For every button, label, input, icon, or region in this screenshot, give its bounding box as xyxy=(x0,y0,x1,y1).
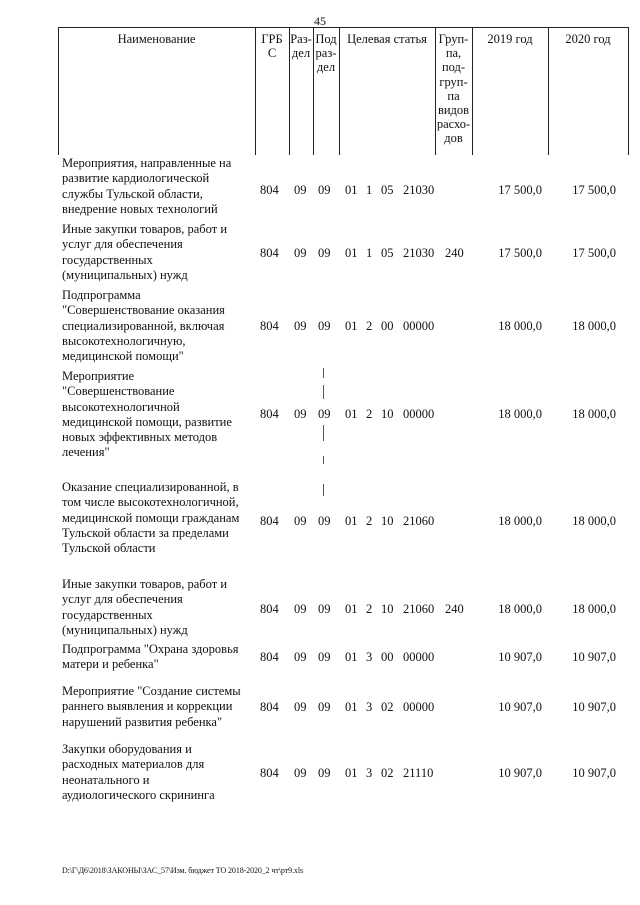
cell-target-event: 05 xyxy=(381,183,394,197)
row-name-line: новых эффективных методов xyxy=(62,430,218,445)
cell-target-subprogram: 2 xyxy=(366,514,373,528)
row-name-line: расходных материалов для xyxy=(62,757,205,772)
cell-2019: 10 907,0 xyxy=(498,700,542,714)
header-podrazdel-line: дел xyxy=(316,60,336,75)
cell-2019: 10 907,0 xyxy=(498,650,542,664)
header-group-line: под- xyxy=(441,60,466,75)
cell-podrazdel: 09 xyxy=(318,319,331,333)
row-name xyxy=(62,222,252,283)
cell-target-subprogram: 2 xyxy=(366,319,373,333)
cell-target-direction: 00000 xyxy=(403,407,435,421)
row-name-line: Мероприятия, направленные на xyxy=(62,156,232,170)
cell-razdel: 09 xyxy=(294,514,307,528)
row-name-line: раннего выявления и коррекции xyxy=(62,699,233,714)
cell-target-event: 10 xyxy=(381,407,394,421)
row-name-line: "Совершенствование xyxy=(62,384,175,399)
cell-2020: 10 907,0 xyxy=(572,650,616,664)
row-name-line: (муниципальных) нужд xyxy=(62,267,188,282)
row-name-line: нарушений развития ребенка" xyxy=(62,714,223,729)
cell-2019: 17 500,0 xyxy=(498,183,542,197)
row-name-line: государственных xyxy=(62,252,153,267)
cell-2020: 18 000,0 xyxy=(572,514,616,528)
cell-grbs: 804 xyxy=(260,700,279,714)
header-group xyxy=(435,28,472,156)
cell-target-event: 02 xyxy=(381,700,394,714)
cell-target-event: 00 xyxy=(381,319,394,333)
row-name-line: внедрение новых технологий xyxy=(62,201,218,216)
header-year-2020: 2020 год xyxy=(565,32,611,46)
cell-grbs: 804 xyxy=(260,766,279,780)
header-podrazdel xyxy=(313,28,339,156)
row-name-line: аудиологического скрининга xyxy=(62,787,215,802)
cell-target-subprogram: 3 xyxy=(366,766,373,780)
cell-target-subprogram: 3 xyxy=(366,700,373,714)
cell-target-program: 01 xyxy=(345,650,358,664)
cell-2019: 17 500,0 xyxy=(498,246,542,260)
cell-podrazdel: 09 xyxy=(318,183,331,197)
row-name-line: Закупки оборудования и xyxy=(62,742,192,756)
row-name-line: "Совершенствование оказания xyxy=(62,303,225,318)
cell-2020: 10 907,0 xyxy=(572,766,616,780)
cell-podrazdel: 09 xyxy=(318,766,331,780)
cell-razdel: 09 xyxy=(294,602,307,616)
row-name-line: высокотехнологичную, xyxy=(62,333,186,348)
row-name-line: Иные закупки товаров, работ и xyxy=(62,222,228,236)
header-razdel xyxy=(289,28,313,156)
cell-target-subprogram: 2 xyxy=(366,407,373,421)
cell-razdel: 09 xyxy=(294,183,307,197)
cell-target-program: 01 xyxy=(345,602,358,616)
cell-2019: 10 907,0 xyxy=(498,766,542,780)
row-name xyxy=(62,642,252,673)
cell-target-program: 01 xyxy=(345,766,358,780)
header-target: Целевая статья xyxy=(347,32,427,46)
row-name-line: Мероприятие "Создание системы xyxy=(62,684,241,698)
row-name xyxy=(62,684,252,730)
cell-target-subprogram: 2 xyxy=(366,602,373,616)
row-name-line: Иные закупки товаров, работ и xyxy=(62,577,228,591)
row-name-line: медицинской помощи, развитие xyxy=(62,414,232,429)
cell-podrazdel: 09 xyxy=(318,514,331,528)
cell-2020: 17 500,0 xyxy=(572,183,616,197)
cell-2020: 17 500,0 xyxy=(572,246,616,260)
cell-podrazdel: 09 xyxy=(318,650,331,664)
cell-podrazdel: 09 xyxy=(318,407,331,421)
row-name-line: Тульской области за пределами xyxy=(62,525,229,540)
cell-target-program: 01 xyxy=(345,246,358,260)
row-name xyxy=(62,156,252,217)
header-group-line: груп- xyxy=(439,74,468,89)
header-grbs xyxy=(255,28,289,156)
cell-target-direction: 00000 xyxy=(403,650,435,664)
row-name-line: лечения" xyxy=(62,445,110,460)
scan-mark xyxy=(323,385,324,399)
cell-2020: 18 000,0 xyxy=(572,407,616,421)
scan-mark xyxy=(323,456,324,464)
row-name-line: матери и ребенка" xyxy=(62,657,159,672)
cell-target-direction: 21030 xyxy=(403,183,435,197)
header-group-line: па, xyxy=(445,46,462,61)
header-name: Наименование xyxy=(117,32,196,46)
header-year-2019: 2019 год xyxy=(487,32,533,46)
cell-2019: 18 000,0 xyxy=(498,602,542,616)
cell-podrazdel: 09 xyxy=(318,246,331,260)
cell-target-direction: 21060 xyxy=(403,602,435,616)
cell-grbs: 804 xyxy=(260,407,279,421)
row-name xyxy=(62,369,252,461)
header-razdel-line: Раз- xyxy=(290,32,312,46)
cell-target-event: 02 xyxy=(381,766,394,780)
row-name xyxy=(62,577,252,638)
row-name-line: Подпрограмма xyxy=(62,288,141,302)
row-name-line: высокотехнологичной xyxy=(62,399,180,414)
cell-2019: 18 000,0 xyxy=(498,407,542,421)
header-group-line: дов xyxy=(444,131,463,146)
cell-group: 240 xyxy=(445,602,464,616)
row-name-line: службы Тульской области, xyxy=(62,186,203,201)
cell-target-subprogram: 1 xyxy=(366,183,373,197)
scan-mark xyxy=(323,484,324,496)
header-divider xyxy=(628,27,629,155)
page-number: 45 xyxy=(314,14,326,28)
cell-target-direction: 21060 xyxy=(403,514,435,528)
cell-target-event: 10 xyxy=(381,602,394,616)
header-podrazdel-line: раз- xyxy=(315,46,337,61)
cell-grbs: 804 xyxy=(260,319,279,333)
row-name-line: услуг для обеспечения xyxy=(62,592,183,607)
cell-target-event: 05 xyxy=(381,246,394,260)
header-grbs-line: ГРБ xyxy=(261,32,283,46)
header-group-line: расхо- xyxy=(436,117,471,132)
cell-target-program: 01 xyxy=(345,407,358,421)
cell-2020: 10 907,0 xyxy=(572,700,616,714)
row-name-line: государственных xyxy=(62,607,153,622)
cell-2019: 18 000,0 xyxy=(498,514,542,528)
cell-podrazdel: 09 xyxy=(318,700,331,714)
file-path-footer: D:\Г\Д6\2018\ЗАКОНЫ\ЗАС_57\Изм. бюджет ТО 2018-2020_2 чт\рт9.xls xyxy=(62,866,303,875)
cell-razdel: 09 xyxy=(294,319,307,333)
cell-2020: 18 000,0 xyxy=(572,602,616,616)
cell-razdel: 09 xyxy=(294,246,307,260)
cell-grbs: 804 xyxy=(260,650,279,664)
scan-mark xyxy=(323,425,324,441)
row-name-line: услуг для обеспечения xyxy=(62,237,183,252)
row-name-line: Подпрограмма "Охрана здоровья xyxy=(62,642,239,656)
row-name-line: специализированной, включая xyxy=(62,318,225,333)
row-name-line: неонатального и xyxy=(62,772,150,787)
cell-grbs: 804 xyxy=(260,246,279,260)
cell-group: 240 xyxy=(445,246,464,260)
cell-2019: 18 000,0 xyxy=(498,319,542,333)
header-grbs-line: С xyxy=(267,46,277,61)
cell-target-subprogram: 1 xyxy=(366,246,373,260)
cell-target-direction: 00000 xyxy=(403,700,435,714)
scan-mark xyxy=(323,368,324,378)
row-name-line: развитие кардиологической xyxy=(62,171,210,186)
cell-grbs: 804 xyxy=(260,602,279,616)
cell-razdel: 09 xyxy=(294,700,307,714)
cell-target-program: 01 xyxy=(345,700,358,714)
header-group-line: па xyxy=(447,88,460,103)
header-group-line: Груп- xyxy=(438,32,469,46)
cell-target-subprogram: 3 xyxy=(366,650,373,664)
cell-target-event: 10 xyxy=(381,514,394,528)
row-name-line: медицинской помощи гражданам xyxy=(62,510,240,525)
header-group-line: видов xyxy=(437,103,470,118)
row-name-line: (муниципальных) нужд xyxy=(62,622,188,637)
row-name-line: том числе высокотехнологичной, xyxy=(62,495,239,510)
header-podrazdel-line: Под xyxy=(315,32,337,46)
cell-grbs: 804 xyxy=(260,183,279,197)
cell-target-program: 01 xyxy=(345,514,358,528)
cell-target-direction: 00000 xyxy=(403,319,435,333)
row-name-line: медицинской помощи" xyxy=(62,349,184,364)
row-name xyxy=(62,480,252,556)
cell-grbs: 804 xyxy=(260,514,279,528)
cell-razdel: 09 xyxy=(294,650,307,664)
cell-razdel: 09 xyxy=(294,766,307,780)
cell-target-event: 00 xyxy=(381,650,394,664)
cell-target-program: 01 xyxy=(345,183,358,197)
cell-target-program: 01 xyxy=(345,319,358,333)
cell-podrazdel: 09 xyxy=(318,602,331,616)
row-name-line: Мероприятие xyxy=(62,369,135,383)
cell-target-direction: 21110 xyxy=(403,766,434,780)
cell-razdel: 09 xyxy=(294,407,307,421)
header-razdel-line: дел xyxy=(291,46,311,61)
cell-2020: 18 000,0 xyxy=(572,319,616,333)
row-name-line: Оказание специализированной, в xyxy=(62,480,239,494)
cell-target-direction: 21030 xyxy=(403,246,435,260)
row-name-line: Тульской области xyxy=(62,541,156,556)
row-name xyxy=(62,288,252,364)
row-name xyxy=(62,742,252,803)
